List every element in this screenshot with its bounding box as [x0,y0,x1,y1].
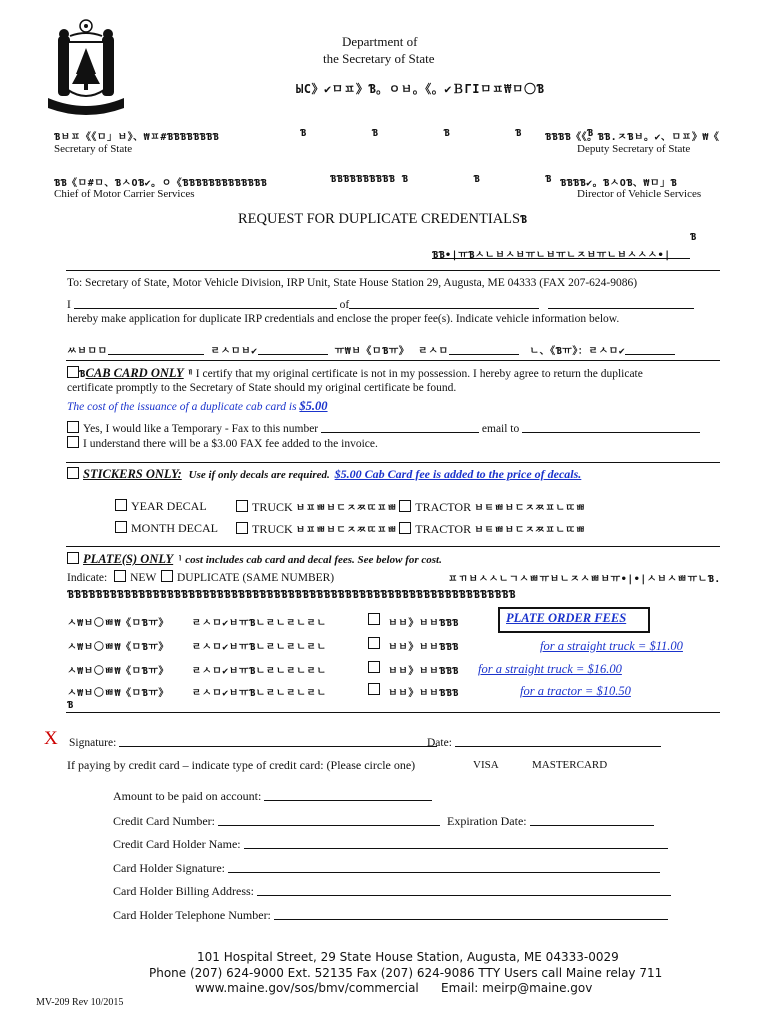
chief-title: Chief of Motor Carrier Services [54,188,195,200]
stickers-fee-note: $5.00 Cab Card fee is added to the price of decals. [334,467,582,481]
vehicle-field-4[interactable] [625,343,675,355]
year-decal-checkbox[interactable] [115,499,127,511]
cab-card-cost: The cost of the issuance of a duplicate cab card is $5.00 [67,399,328,413]
year-tractor-checkbox[interactable] [399,500,411,512]
signature-field[interactable] [119,735,437,747]
amount-field[interactable] [264,789,432,801]
vehicle-garbled-2: ㄹㅅㅁㅂ✔ [210,346,258,357]
cab-card-cost-value: $5.00 [299,399,328,413]
cab-card-checkbox[interactable] [67,366,79,378]
x-mark: X [44,728,58,749]
vehicle-field-2[interactable] [258,343,328,355]
garbled-account: ƁƁ•|ㅠƁㅅㄴㅂㅅㅂㅠㄴㅂㅠㄴㅈㅂㅠㄴㅂㅅㅅㅅ•| [432,250,671,261]
month-decal-checkbox[interactable] [115,521,127,533]
plate-row-1: ㅅ₩ㅂ〇ㅃ₩《ㅁƁㅠ》 ㄹㅅㅁ✔ㅂㅠƁㄴㄹㄴㄹㄴㄹㄴ [67,618,327,629]
plates-indicate-row: Indicate: NEW DUPLICATE (SAME NUMBER) [67,572,335,584]
plate-row-garble-1: ㅂㅂ》ㅂㅂƁƁƁ [388,618,459,629]
plate-row-2-checkbox[interactable] [368,637,384,651]
fee-straight: for a straight truck = $16.00 [478,662,622,676]
year-truck-row: TRUCK ㅂㅍㅃㅂㄷㅈㅉㄸㅍㅃ TRACTOR ㅂㅌㅃㅂㄷㅈㅉㅍㄴㄸㅃ [236,499,586,515]
footer-phone: Phone (207) 624-9000 Ext. 52135 Fax (207) 624-9086 TTY Users call Maine relay 711 [149,966,663,980]
plate-row-3: ㅅ₩ㅂ〇ㅃ₩《ㅁƁㅠ》 ㄹㅅㅁ✔ㅂㅠƁㄴㄹㄴㄹㄴㄹㄴ [67,666,327,677]
billing-row: Card Holder Billing Address: [113,884,671,899]
signature-row: Signature: [69,735,437,749]
plate-row-3-checkbox[interactable] [368,661,384,675]
form-title: REQUEST FOR DUPLICATE CREDENTIALSƁ [238,211,528,227]
stickers-heading: STICKERS ONLY: [83,467,182,481]
plates-end-mark: Ɓ [67,700,74,711]
month-tractor-checkbox[interactable] [399,522,411,534]
plate-row-2: ㅅ₩ㅂ〇ㅃ₩《ㅁƁㅠ》 ㄹㅅㅁ✔ㅂㅠƁㄴㄹㄴㄹㄴㄹㄴ [67,642,327,653]
vehicle-field-3[interactable] [449,343,519,355]
footer-web: www.maine.gov/sos/bmv/commercial [195,981,419,995]
year-truck-checkbox[interactable] [236,500,248,512]
card-number-field[interactable] [218,814,440,826]
garbled-deputy-name: ƁƁƁƁ《《。ƁƁ.ㅈƁㅂ。✔、ㅁㅍ》₩《 [545,132,720,143]
plates-cost-note: cost includes cab card and decal fees. See below for cost. [185,554,442,566]
plate-fees-heading: PLATE ORDER FEES [506,611,627,625]
dept-line-1: Department of [342,34,418,49]
sos-title: Secretary of State [54,143,133,155]
phone-field[interactable] [274,908,668,920]
billing-field[interactable] [257,884,671,896]
plates-garbled-right: ㅍㄲㅂㅅㅅㄴㄱㅅㅃㅠㅂㄴㅈㅅㅃㅂㅠ•|•|ㅅㅂㅅㅃㅠㄴƁ. [448,574,721,585]
fax-number-field[interactable] [321,421,479,433]
holder-sig-row: Card Holder Signature: [113,861,660,876]
divider-4 [66,546,720,547]
month-decal-row: MONTH DECAL [115,521,218,536]
plate-row-4-checkbox[interactable] [368,683,384,697]
amount-row: Amount to be paid on account: [113,789,432,804]
cab-card-certify-2: certificate promptly to the Secretary of State should my original certificate be found. [67,382,457,394]
visa-option[interactable]: VISA [473,759,499,771]
applicant-name-field[interactable] [74,297,337,309]
applicant-of-field[interactable] [349,297,539,309]
deputy-title: Deputy Secretary of State [577,143,691,155]
holder-name-field[interactable] [244,837,668,849]
fax-option-row: Yes, I would like a Temporary - Fax to this number email to [67,421,700,435]
credit-type-row: If paying by credit card – indicate type of credit card: (Please circle one) [67,758,416,772]
card-number-row: Credit Card Number: Expiration Date: [113,814,654,829]
holder-name-row: Credit Card Holder Name: [113,837,668,852]
fax-fee-checkbox[interactable] [67,436,79,448]
plate-row-garble-4: ㅂㅂ》ㅂㅂƁƁƁ [388,688,459,699]
vehicle-garbled-5: ㄴ、《Ɓㅠ》：ㄹㅅㅁ✔ [529,346,626,357]
plates-garbled-full: ƁƁƁƁƁƁƁƁƁƁƁƁƁƁƁƁƁƁƁƁƁƁƁƁƁƁƁƁƁƁƁƁƁƁƁƁƁƁƁƁƁƁƁƁƁƁƁƁƁƁƁƁƁƁƁƁƁƁƁƁƁƁƁ [67,588,516,601]
plates-heading: PLATE(S) ONLY [83,552,174,566]
phone-row: Card Holder Telephone Number: [113,908,668,923]
plates-row: PLATE(S) ONLYᅵ cost includes cab card and decal fees. See below for cost. [67,552,442,567]
plate-row-garble-2: ㅂㅂ》ㅂㅂƁƁƁ [388,642,459,653]
cab-card-heading: CAB CARD ONLY [85,366,184,380]
account-line[interactable] [432,258,690,259]
divider-2 [66,360,720,361]
email-field[interactable] [522,421,700,433]
footer-address: 101 Hospital Street, 29 State House Station, Augusta, ME 04333-0029 [197,950,619,964]
fee-truck: for a straight truck = $11.00 [540,639,683,653]
divider-3 [66,462,720,463]
garbled-title: ЫC》✔ㅁㅍ》Ɓ。ㅇㅂ。《。✔ＢΓΙㅁㅍ₩ㅁ〇Ɓ [296,82,545,96]
date-row: Date: [427,735,661,749]
garbled-chief-name: ƁƁ《ㅁ#ㅁ、ƁㅅΟƁ✔。ㅇ《ƁƁƁƁƁƁƁƁƁƁƁƁƁ [54,178,268,189]
plates-checkbox[interactable] [67,552,79,564]
plate-row-4: ㅅ₩ㅂ〇ㅃ₩《ㅁƁㅠ》 ㄹㅅㅁ✔ㅂㅠƁㄴㄹㄴㄹㄴㄹㄴ [67,688,327,699]
vehicle-garbled-1: ㅆㅂㅁㅁ [67,346,108,357]
year-decal-row: YEAR DECAL [115,499,207,514]
new-plate-checkbox[interactable] [114,570,126,582]
footer-email: Email: meirp@maine.gov [441,981,593,995]
to-line: To: Secretary of State, Motor Vehicle Division, IRP Unit, State House Station 29, Augusta, ME 04333 (FAX 207-624-9086) [67,277,638,289]
fax-option-checkbox[interactable] [67,421,79,433]
stickers-checkbox[interactable] [67,467,79,479]
cab-card-certify: I certify that my original certificate is not in my possession. I hereby agree to return the duplicate [195,368,643,380]
vehicle-field-1[interactable] [108,343,204,355]
stickers-row [67,467,581,482]
holder-sig-field[interactable] [228,861,660,873]
dept-line-2: the Secretary of State [323,51,435,66]
director-title: Director of Vehicle Services [577,188,702,200]
expiration-field[interactable] [530,814,654,826]
stickers-note: Use if only decals are required. [188,469,330,481]
plate-row-1-checkbox[interactable] [368,613,384,627]
garbled-title-mark: Ɓ [690,232,697,243]
vehicle-garbled-3: ㅠ₩ㅂ《ㅁƁㅠ》 [334,346,410,357]
garbled-director-name: ƁƁƁƁ✔。ƁㅅΟƁ、₩ㅁ」Ɓ [560,178,678,189]
cab-card-row: ƁCAB CARD ONLYᅵᅵ I certify that my original certificate is not in my possession. I hereby agree to return the duplicate [67,366,643,381]
garbled-sos-name: Ɓㅂㅍ《《ㅁ」ㅂ》、₩ㅍ#ƁƁƁƁƁƁƁƁ [54,132,220,143]
vehicle-garbled-4: ㄹㅅㅁ [418,346,449,357]
garbled-chief-spacer: ƁƁƁƁƁƁƁƁƁƁ Ɓ Ɓ Ɓ [330,174,552,185]
fax-fee-row: I understand there will be a $3.00 FAX fee added to the invoice. [67,436,378,450]
state-seal [44,14,128,118]
form-number: MV-209 Rev 10/2015 [36,997,124,1008]
fee-tractor: for a tractor = $10.50 [520,684,631,698]
date-field[interactable] [455,735,661,747]
apply-line: hereby make application for duplicate IRP credentials and enclose the proper fee(s). Indicate vehicle information below. [67,313,620,325]
duplicate-plate-checkbox[interactable] [161,570,173,582]
applicant-line: I of [67,297,694,311]
applicant-extra-field[interactable] [548,297,694,309]
plate-row-garble-3: ㅂㅂ》ㅂㅂƁƁƁ [388,666,459,677]
divider-1 [66,270,720,271]
month-truck-checkbox[interactable] [236,522,248,534]
mastercard-option[interactable]: MASTERCARD [532,759,608,771]
month-truck-row: TRUCK ㅂㅍㅃㅂㄷㅈㅉㄸㅍㅃ TRACTOR ㅂㅌㅃㅂㄷㅈㅉㅍㄴㄸㅃ [236,521,586,537]
garbled-sos-spacer: Ɓ Ɓ Ɓ Ɓ Ɓ [300,128,594,139]
divider-5 [66,712,720,713]
vehicle-info-row [67,342,675,357]
